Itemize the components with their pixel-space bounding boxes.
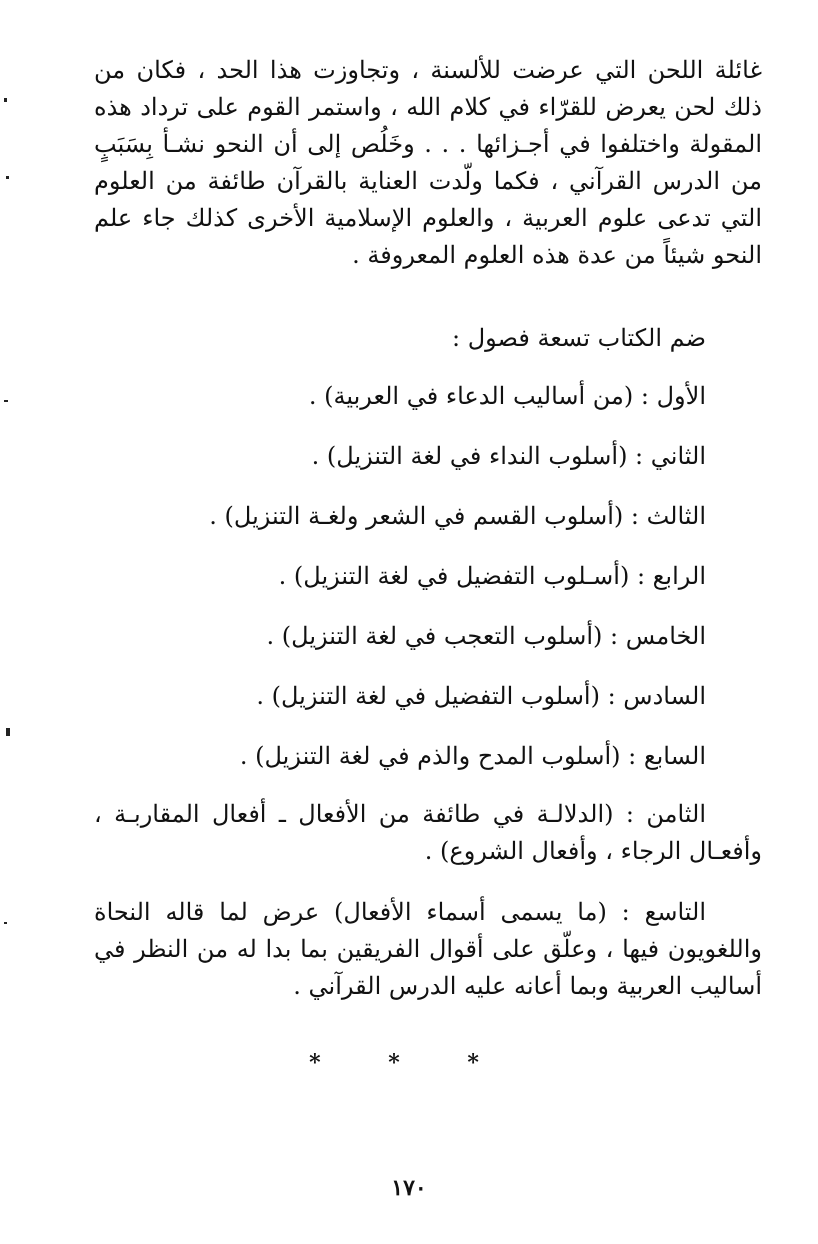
chapter-6: السادس : (أسلوب التفضيل في لغة التنزيل) . — [256, 682, 706, 710]
chapter-5: الخامس : (أسلوب التعجب في لغة التنزيل) . — [266, 622, 706, 650]
chapter-3: الثالث : (أسلوب القسم في الشعر ولغـة التنزيل) . — [209, 502, 706, 530]
chapter-2: الثاني : (أسلوب النداء في لغة التنزيل) . — [311, 442, 706, 470]
chapter-9: التاسع : (ما يسمى أسماء الأفعال) عرض لما قاله النحاة واللغويون فيها ، وعلّق على أقوال الفريقين بما بدا له من النظر في أساليب العربية وبما أعانه عليه الدرس القرآني . — [94, 898, 762, 1000]
intro-paragraph: غائلة اللحن التي عرضت للألسنة ، وتجاوزت هذا الحد ، فكان من ذلك لحن يعرض للقرّاء في كلام الله ، واستمر القوم على ترداد هذه المقولة واختلفوا في أجـزائها . . . وخَلُص إلى أن النحو نشـأ بِسَبَبٍ من الدرس القرآني ، فكما ولّدت العناية بالقرآن طائفة من العلوم التي تدعى علوم العربية ، والعلوم الإسلامية الأخرى كذلك جاء علم النحو شيئاً من عدة هذه العلوم المعروفة . — [94, 56, 762, 269]
chapter-8: الثامن : (الدلالـة في طائفة من الأفعال ـ أفعال المقاربـة ، وأفعـال الرجاء ، وأفعال الشروع) . — [94, 800, 762, 865]
chapter-1: الأول : (من أساليب الدعاء في العربية) . — [308, 382, 706, 410]
scan-mark — [6, 176, 9, 179]
scan-mark — [4, 922, 7, 924]
chapter-7: السابع : (أسلوب المدح والذم في لغة التنزيل) . — [239, 742, 706, 770]
scan-mark — [6, 728, 10, 736]
section-separator: * * * — [309, 1050, 509, 1076]
page-number: ١٧٠ — [391, 1175, 427, 1201]
scan-mark — [4, 98, 7, 102]
chapters-heading: ضم الكتاب تسعة فصول : — [452, 324, 706, 352]
scan-mark — [4, 400, 8, 402]
chapter-4: الرابع : (أسـلوب التفضيل في لغة التنزيل) . — [278, 562, 706, 590]
